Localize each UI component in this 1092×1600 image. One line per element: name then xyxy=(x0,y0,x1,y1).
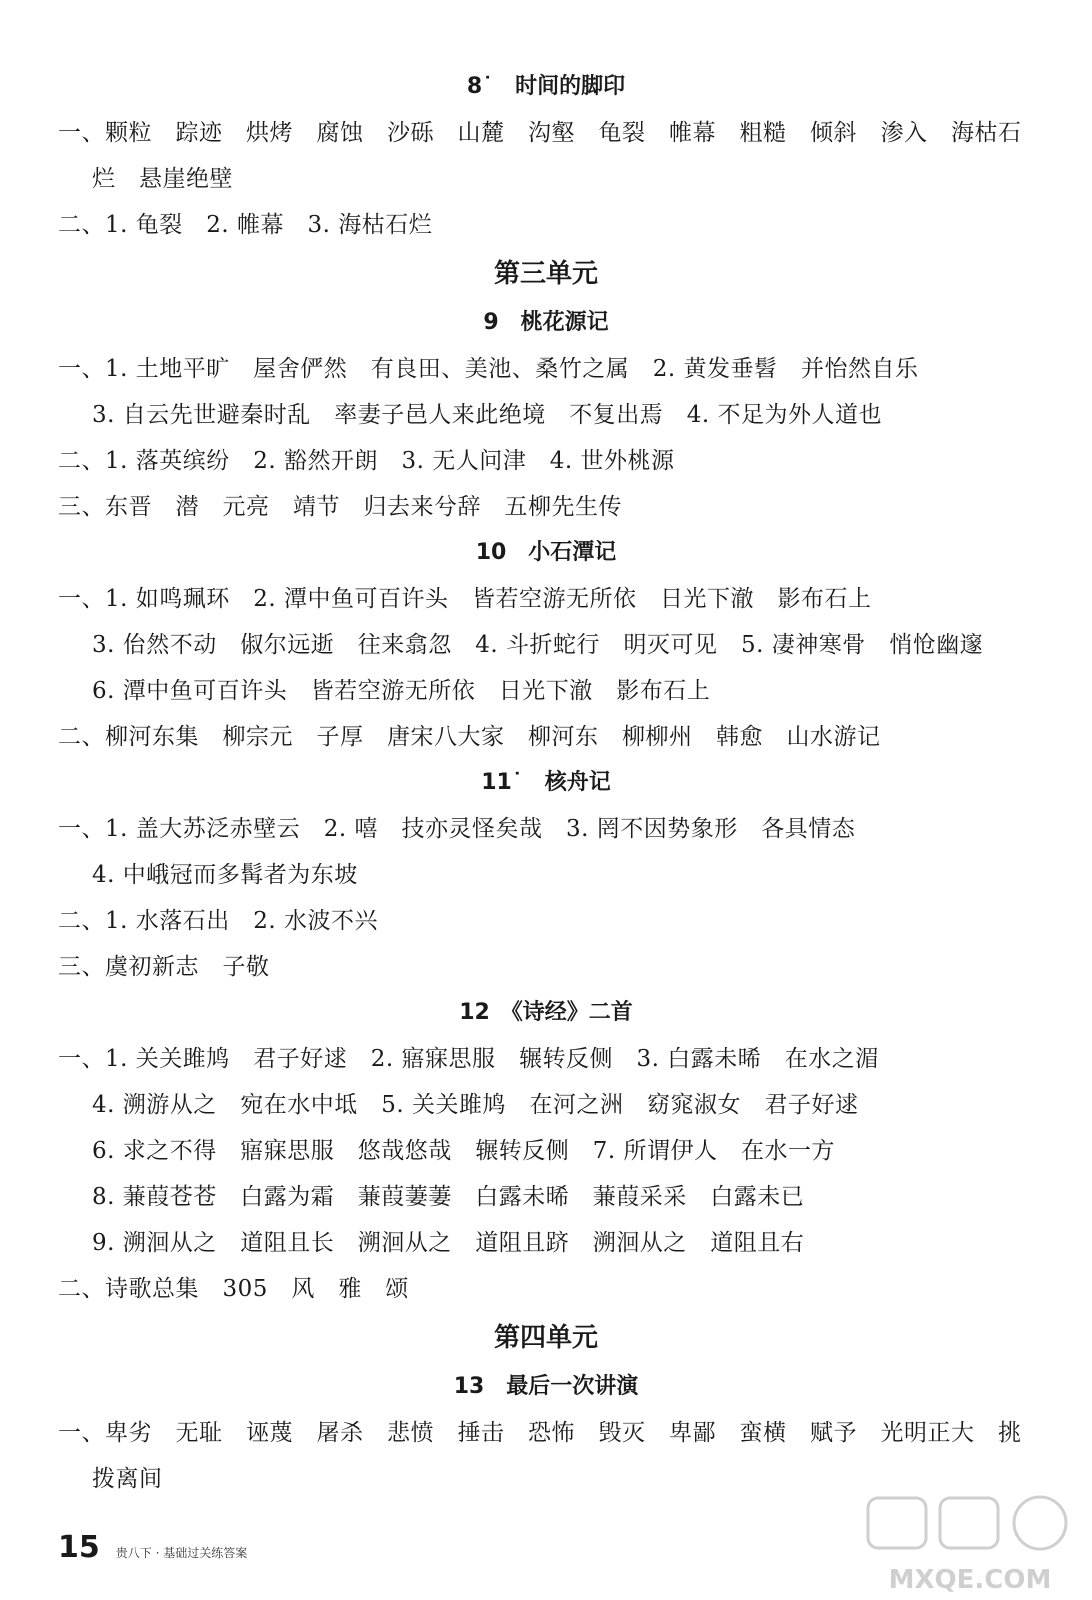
answer-line: 拨离间 xyxy=(92,1466,163,1492)
answer-line: 6. 潭中鱼可百许头 皆若空游无所依 日光下澈 影布石上 xyxy=(92,678,711,704)
answer-line: 3. 自云先世避秦时乱 率妻子邑人来此绝境 不复出焉 4. 不足为外人道也 xyxy=(92,402,883,428)
answer-line: 三、东晋 潜 元亮 靖节 归去来兮辞 五柳先生传 xyxy=(58,494,622,520)
watermark-text: MXQE.COM xyxy=(888,1565,1052,1595)
footer-text: 贵八下 · 基础过关练答案 xyxy=(115,1546,248,1560)
lesson-title: 12 《诗经》二首 xyxy=(459,1000,633,1025)
answer-line: 4. 中峨冠而多髯者为东坡 xyxy=(92,862,358,888)
answer-line: 二、1. 水落石出 2. 水波不兴 xyxy=(58,908,379,934)
answer-line: 9. 溯洄从之 道阻且长 溯洄从之 道阻且跻 溯洄从之 道阻且右 xyxy=(92,1230,805,1256)
answer-line: 3. 佁然不动 俶尔远逝 往来翕忽 4. 斗折蛇行 明灭可见 5. 凄神寒骨 悄怆幽邃 xyxy=(92,632,984,658)
answer-line: 4. 溯游从之 宛在水中坻 5. 关关雎鸠 在河之洲 窈窕淑女 君子好逑 xyxy=(92,1092,859,1118)
lesson-title: 13 最后一次讲演 xyxy=(453,1374,639,1399)
answer-content xyxy=(0,64,1092,1502)
answer-line: 一、1. 关关雎鸠 君子好逑 2. 寤寐思服 辗转反侧 3. 白露未晞 在水之湄 xyxy=(58,1046,879,1072)
page-footer xyxy=(58,1530,247,1570)
answer-line: 6. 求之不得 寤寐思服 悠哉悠哉 辗转反侧 7. 所谓伊人 在水一方 xyxy=(92,1138,836,1164)
page-number: 15 xyxy=(58,1530,100,1565)
answer-line: 一、颗粒 踪迹 烘烤 腐蚀 沙砾 山麓 沟壑 龟裂 帷幕 粗糙 倾斜 渗入 海枯石 xyxy=(58,120,1022,146)
answer-line: 一、1. 盖大苏泛赤壁云 2. 嘻 技亦灵怪矣哉 3. 罔不因势象形 各具情态 xyxy=(58,816,856,842)
unit-title: 第四单元 xyxy=(493,1323,598,1353)
answer-line: 一、1. 土地平旷 屋舍俨然 有良田、美池、桑竹之属 2. 黄发垂髫 并怡然自乐 xyxy=(58,356,919,382)
answer-line: 8. 蒹葭苍苍 白露为霜 蒹葭萋萋 白露未晞 蒹葭采采 白露未已 xyxy=(92,1184,805,1210)
lesson-title: 8˙ 时间的脚印 xyxy=(466,74,626,99)
lesson-title: 9 桃花源记 xyxy=(483,310,609,335)
lesson-title: 11˙ 核舟记 xyxy=(481,770,611,795)
answer-line: 二、1. 落英缤纷 2. 豁然开朗 3. 无人问津 4. 世外桃源 xyxy=(58,448,675,474)
answer-line: 一、1. 如鸣珮环 2. 潭中鱼可百许头 皆若空游无所依 日光下澈 影布石上 xyxy=(58,586,872,612)
answer-line: 二、1. 龟裂 2. 帷幕 3. 海枯石烂 xyxy=(58,212,433,238)
answer-line: 烂 悬崖绝壁 xyxy=(92,166,233,192)
watermark-logo xyxy=(860,1488,1080,1598)
lesson-title: 10 小石潭记 xyxy=(475,540,617,565)
answer-line: 一、卑劣 无耻 诬蔑 屠杀 悲愤 捶击 恐怖 毁灭 卑鄙 蛮横 赋予 光明正大 挑 xyxy=(58,1420,1022,1446)
answer-line: 二、诗歌总集 305 风 雅 颂 xyxy=(58,1276,409,1302)
unit-title: 第三单元 xyxy=(493,259,598,289)
answer-line: 二、柳河东集 柳宗元 子厚 唐宋八大家 柳河东 柳柳州 韩愈 山水游记 xyxy=(58,724,881,750)
answer-line: 三、虞初新志 子敬 xyxy=(58,954,270,980)
